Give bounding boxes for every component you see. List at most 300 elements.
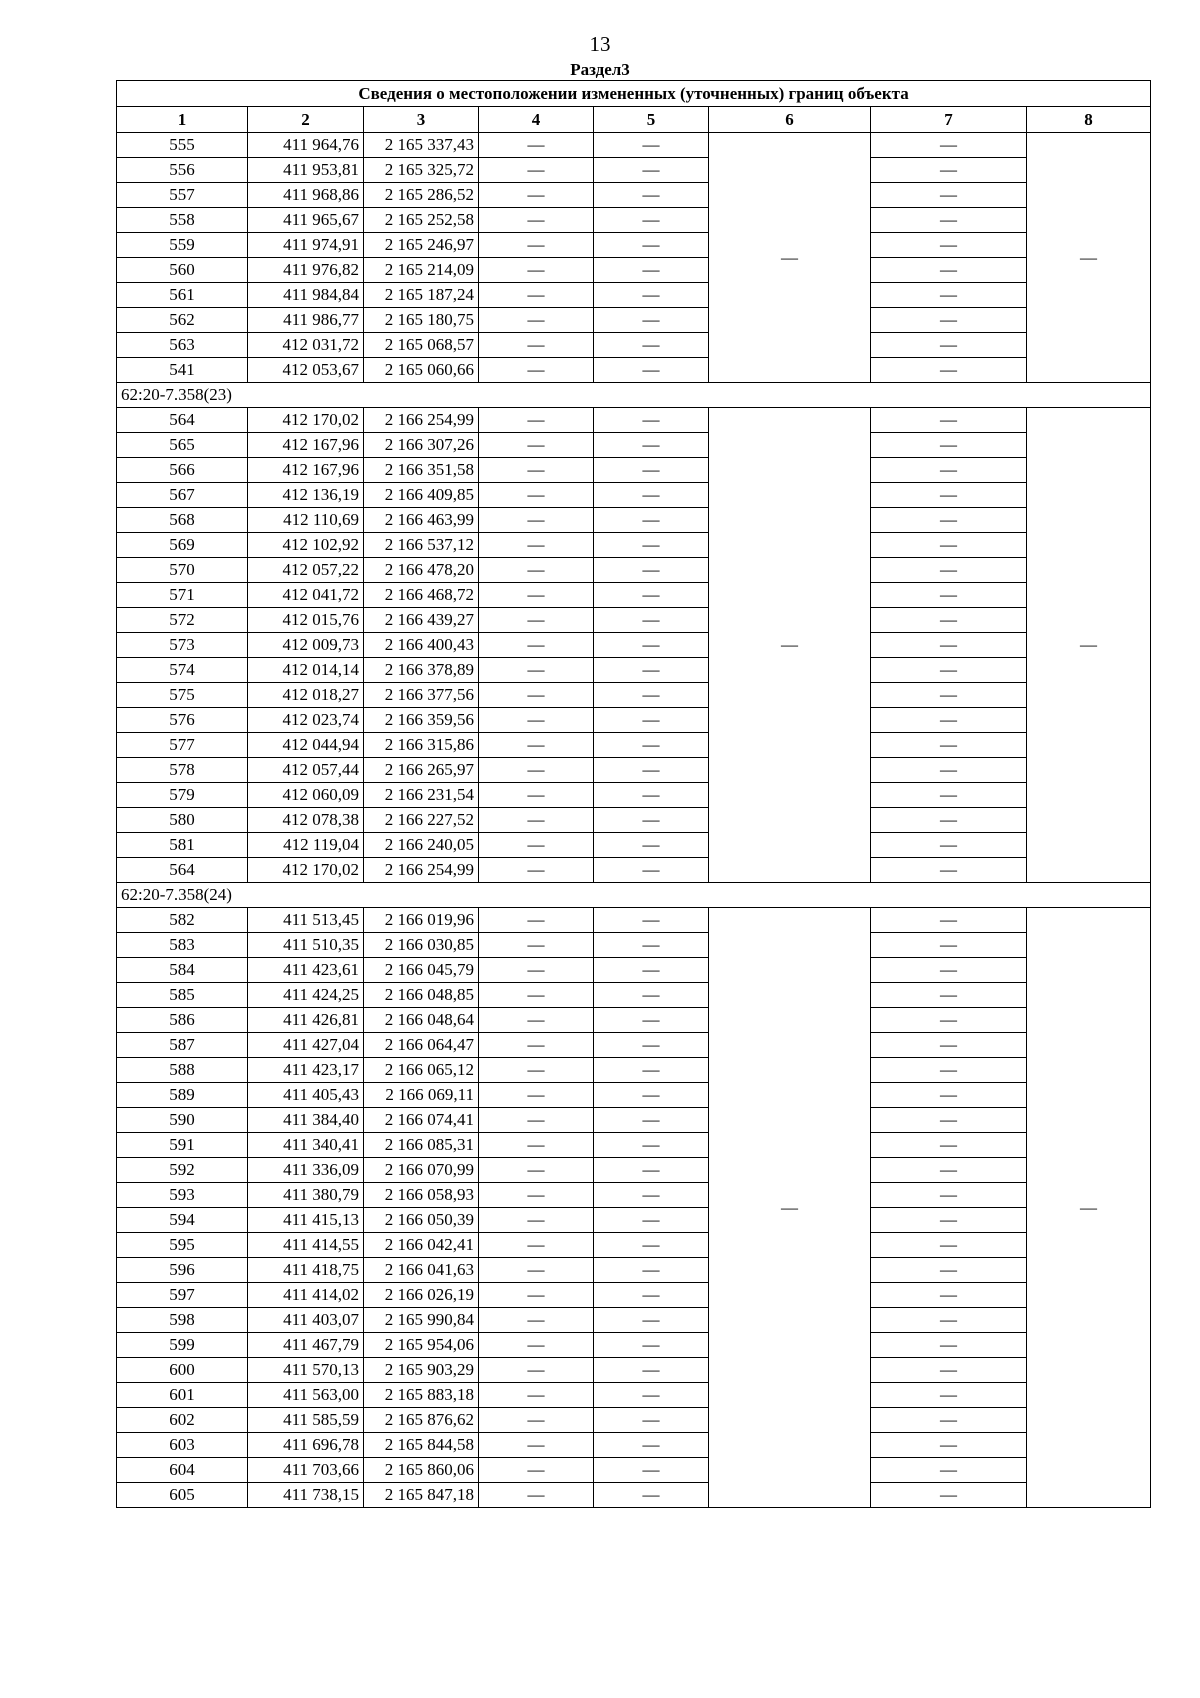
col7-dash-cell: — [871, 1183, 1027, 1208]
col4-dash-cell: — [479, 708, 594, 733]
section-title: Раздел3 [570, 60, 630, 79]
col4-dash-cell: — [479, 283, 594, 308]
x-coordinate-cell: 411 424,25 [248, 983, 364, 1008]
col7-dash-cell: — [871, 808, 1027, 833]
point-number-cell: 562 [117, 308, 248, 333]
point-number-cell: 557 [117, 183, 248, 208]
col4-dash-cell: — [479, 533, 594, 558]
col7-dash-cell: — [871, 233, 1027, 258]
point-number-cell: 591 [117, 1133, 248, 1158]
col4-dash-cell: — [479, 1458, 594, 1483]
y-coordinate-cell: 2 166 069,11 [364, 1083, 479, 1108]
table-row [117, 1008, 1151, 1033]
column-header: 5 [594, 107, 709, 133]
x-coordinate-cell: 412 053,67 [248, 358, 364, 383]
y-coordinate-cell: 2 165 883,18 [364, 1383, 479, 1408]
col7-dash-cell: — [871, 1133, 1027, 1158]
point-number-cell: 600 [117, 1358, 248, 1383]
point-number-cell: 594 [117, 1208, 248, 1233]
table-row [117, 933, 1151, 958]
col7-dash-cell: — [871, 183, 1027, 208]
col5-dash-cell: — [594, 933, 709, 958]
table-row [117, 508, 1151, 533]
point-number-cell: 585 [117, 983, 248, 1008]
col5-dash-cell: — [594, 1383, 709, 1408]
x-coordinate-cell: 412 167,96 [248, 433, 364, 458]
col4-dash-cell: — [479, 308, 594, 333]
table-row [117, 733, 1151, 758]
x-coordinate-cell: 411 513,45 [248, 908, 364, 933]
col7-dash-cell: — [871, 583, 1027, 608]
y-coordinate-cell: 2 165 060,66 [364, 358, 479, 383]
col4-dash-cell: — [479, 633, 594, 658]
col7-dash-cell: — [871, 433, 1027, 458]
table-row [117, 408, 1151, 433]
y-coordinate-cell: 2 166 227,52 [364, 808, 479, 833]
x-coordinate-cell: 411 414,55 [248, 1233, 364, 1258]
col7-dash-cell: — [871, 358, 1027, 383]
table-row [117, 633, 1151, 658]
table-row [117, 358, 1151, 383]
col7-dash-cell: — [871, 958, 1027, 983]
x-coordinate-cell: 412 167,96 [248, 458, 364, 483]
col7-dash-cell: — [871, 1033, 1027, 1058]
col4-dash-cell: — [479, 1308, 594, 1333]
table-row [117, 1133, 1151, 1158]
y-coordinate-cell: 2 166 254,99 [364, 858, 479, 883]
group-label: 62:20-7.358(24) [117, 883, 1151, 908]
col5-dash-cell: — [594, 558, 709, 583]
point-number-cell: 588 [117, 1058, 248, 1083]
point-number-cell: 586 [117, 1008, 248, 1033]
y-coordinate-cell: 2 166 265,97 [364, 758, 479, 783]
col5-dash-cell: — [594, 958, 709, 983]
col6-dash-merged-cell: — [709, 133, 871, 383]
col7-dash-cell: — [871, 608, 1027, 633]
col5-dash-cell: — [594, 1158, 709, 1183]
y-coordinate-cell: 2 166 378,89 [364, 658, 479, 683]
table-row [117, 1258, 1151, 1283]
col5-dash-cell: — [594, 708, 709, 733]
col4-dash-cell: — [479, 1083, 594, 1108]
point-number-cell: 568 [117, 508, 248, 533]
table-row [117, 758, 1151, 783]
table-row [117, 258, 1151, 283]
point-number-cell: 559 [117, 233, 248, 258]
col7-dash-cell: — [871, 1158, 1027, 1183]
col7-dash-cell: — [871, 833, 1027, 858]
x-coordinate-cell: 412 170,02 [248, 858, 364, 883]
x-coordinate-cell: 411 968,86 [248, 183, 364, 208]
col4-dash-cell: — [479, 558, 594, 583]
column-header: 3 [364, 107, 479, 133]
y-coordinate-cell: 2 166 359,56 [364, 708, 479, 733]
y-coordinate-cell: 2 166 439,27 [364, 608, 479, 633]
col4-dash-cell: — [479, 358, 594, 383]
col5-dash-cell: — [594, 1358, 709, 1383]
y-coordinate-cell: 2 166 026,19 [364, 1283, 479, 1308]
x-coordinate-cell: 411 984,84 [248, 283, 364, 308]
y-coordinate-cell: 2 166 377,56 [364, 683, 479, 708]
point-number-cell: 590 [117, 1108, 248, 1133]
x-coordinate-cell: 411 426,81 [248, 1008, 364, 1033]
point-number-cell: 565 [117, 433, 248, 458]
col5-dash-cell: — [594, 1283, 709, 1308]
col5-dash-cell: — [594, 283, 709, 308]
column-header: 2 [248, 107, 364, 133]
col4-dash-cell: — [479, 858, 594, 883]
table-row [117, 683, 1151, 708]
point-number-cell: 581 [117, 833, 248, 858]
col4-dash-cell: — [479, 458, 594, 483]
col4-dash-cell: — [479, 958, 594, 983]
point-number-cell: 584 [117, 958, 248, 983]
y-coordinate-cell: 2 165 325,72 [364, 158, 479, 183]
col5-dash-cell: — [594, 408, 709, 433]
point-number-cell: 602 [117, 1408, 248, 1433]
y-coordinate-cell: 2 165 068,57 [364, 333, 479, 358]
col7-dash-cell: — [871, 458, 1027, 483]
y-coordinate-cell: 2 166 468,72 [364, 583, 479, 608]
table-row [117, 858, 1151, 883]
col7-dash-cell: — [871, 408, 1027, 433]
col5-dash-cell: — [594, 183, 709, 208]
col5-dash-cell: — [594, 808, 709, 833]
col4-dash-cell: — [479, 808, 594, 833]
col7-dash-cell: — [871, 1108, 1027, 1133]
col8-dash-merged-cell: — [1027, 908, 1151, 1508]
column-header: 1 [117, 107, 248, 133]
table-row [117, 708, 1151, 733]
col4-dash-cell: — [479, 483, 594, 508]
x-coordinate-cell: 411 563,00 [248, 1383, 364, 1408]
y-coordinate-cell: 2 166 351,58 [364, 458, 479, 483]
x-coordinate-cell: 412 041,72 [248, 583, 364, 608]
y-coordinate-cell: 2 165 187,24 [364, 283, 479, 308]
y-coordinate-cell: 2 165 286,52 [364, 183, 479, 208]
point-number-cell: 597 [117, 1283, 248, 1308]
col5-dash-cell: — [594, 1208, 709, 1233]
point-number-cell: 574 [117, 658, 248, 683]
col4-dash-cell: — [479, 1358, 594, 1383]
column-header: 7 [871, 107, 1027, 133]
col5-dash-cell: — [594, 858, 709, 883]
col5-dash-cell: — [594, 1483, 709, 1508]
col4-dash-cell: — [479, 908, 594, 933]
col5-dash-cell: — [594, 508, 709, 533]
table-row [117, 1433, 1151, 1458]
x-coordinate-cell: 412 014,14 [248, 658, 364, 683]
table-row [117, 833, 1151, 858]
table-row [117, 608, 1151, 633]
x-coordinate-cell: 412 015,76 [248, 608, 364, 633]
col7-dash-cell: — [871, 1008, 1027, 1033]
x-coordinate-cell: 411 976,82 [248, 258, 364, 283]
table-row [117, 1483, 1151, 1508]
col5-dash-cell: — [594, 233, 709, 258]
point-number-cell: 556 [117, 158, 248, 183]
col4-dash-cell: — [479, 783, 594, 808]
y-coordinate-cell: 2 165 337,43 [364, 133, 479, 158]
point-number-cell: 587 [117, 1033, 248, 1058]
col5-dash-cell: — [594, 758, 709, 783]
col4-dash-cell: — [479, 208, 594, 233]
x-coordinate-cell: 411 510,35 [248, 933, 364, 958]
col4-dash-cell: — [479, 1283, 594, 1308]
col7-dash-cell: — [871, 558, 1027, 583]
y-coordinate-cell: 2 166 463,99 [364, 508, 479, 533]
table-row [117, 183, 1151, 208]
y-coordinate-cell: 2 166 315,86 [364, 733, 479, 758]
col5-dash-cell: — [594, 658, 709, 683]
x-coordinate-cell: 411 418,75 [248, 1258, 364, 1283]
point-number-cell: 599 [117, 1333, 248, 1358]
column-header: 6 [709, 107, 871, 133]
col7-dash-cell: — [871, 483, 1027, 508]
col4-dash-cell: — [479, 1408, 594, 1433]
point-number-cell: 589 [117, 1083, 248, 1108]
x-coordinate-cell: 411 965,67 [248, 208, 364, 233]
col4-dash-cell: — [479, 1333, 594, 1358]
col5-dash-cell: — [594, 458, 709, 483]
col4-dash-cell: — [479, 1058, 594, 1083]
col4-dash-cell: — [479, 1008, 594, 1033]
col5-dash-cell: — [594, 983, 709, 1008]
point-number-cell: 564 [117, 858, 248, 883]
col5-dash-cell: — [594, 358, 709, 383]
x-coordinate-cell: 411 423,61 [248, 958, 364, 983]
x-coordinate-cell: 411 380,79 [248, 1183, 364, 1208]
y-coordinate-cell: 2 166 048,64 [364, 1008, 479, 1033]
x-coordinate-cell: 411 423,17 [248, 1058, 364, 1083]
x-coordinate-cell: 412 057,44 [248, 758, 364, 783]
y-coordinate-cell: 2 166 070,99 [364, 1158, 479, 1183]
x-coordinate-cell: 411 964,76 [248, 133, 364, 158]
table-row [117, 308, 1151, 333]
y-coordinate-cell: 2 165 954,06 [364, 1333, 479, 1358]
point-number-cell: 541 [117, 358, 248, 383]
x-coordinate-cell: 411 405,43 [248, 1083, 364, 1108]
y-coordinate-cell: 2 166 240,05 [364, 833, 479, 858]
col4-dash-cell: — [479, 1383, 594, 1408]
table-row [117, 1108, 1151, 1133]
point-number-cell: 566 [117, 458, 248, 483]
x-coordinate-cell: 411 974,91 [248, 233, 364, 258]
x-coordinate-cell: 411 696,78 [248, 1433, 364, 1458]
group-header-row [117, 383, 1151, 408]
x-coordinate-cell: 411 738,15 [248, 1483, 364, 1508]
col5-dash-cell: — [594, 733, 709, 758]
point-number-cell: 583 [117, 933, 248, 958]
x-coordinate-cell: 412 119,04 [248, 833, 364, 858]
col5-dash-cell: — [594, 583, 709, 608]
point-number-cell: 560 [117, 258, 248, 283]
y-coordinate-cell: 2 165 844,58 [364, 1433, 479, 1458]
col5-dash-cell: — [594, 208, 709, 233]
x-coordinate-cell: 412 018,27 [248, 683, 364, 708]
col5-dash-cell: — [594, 1008, 709, 1033]
col5-dash-cell: — [594, 1433, 709, 1458]
col4-dash-cell: — [479, 433, 594, 458]
point-number-cell: 603 [117, 1433, 248, 1458]
col5-dash-cell: — [594, 158, 709, 183]
col4-dash-cell: — [479, 408, 594, 433]
table-row [117, 458, 1151, 483]
col5-dash-cell: — [594, 1233, 709, 1258]
point-number-cell: 593 [117, 1183, 248, 1208]
y-coordinate-cell: 2 166 478,20 [364, 558, 479, 583]
y-coordinate-cell: 2 166 409,85 [364, 483, 479, 508]
table-row [117, 908, 1151, 933]
x-coordinate-cell: 412 044,94 [248, 733, 364, 758]
col7-dash-cell: — [871, 1358, 1027, 1383]
table-row [117, 1408, 1151, 1433]
col4-dash-cell: — [479, 933, 594, 958]
point-number-cell: 558 [117, 208, 248, 233]
col7-dash-cell: — [871, 858, 1027, 883]
table-row [117, 283, 1151, 308]
col7-dash-cell: — [871, 658, 1027, 683]
table-row [117, 233, 1151, 258]
y-coordinate-cell: 2 165 246,97 [364, 233, 479, 258]
group-label: 62:20-7.358(23) [117, 383, 1151, 408]
col4-dash-cell: — [479, 333, 594, 358]
y-coordinate-cell: 2 166 064,47 [364, 1033, 479, 1058]
point-number-cell: 604 [117, 1458, 248, 1483]
y-coordinate-cell: 2 166 041,63 [364, 1258, 479, 1283]
col7-dash-cell: — [871, 683, 1027, 708]
col4-dash-cell: — [479, 1433, 594, 1458]
x-coordinate-cell: 411 953,81 [248, 158, 364, 183]
col7-dash-cell: — [871, 1283, 1027, 1308]
col4-dash-cell: — [479, 183, 594, 208]
col4-dash-cell: — [479, 1208, 594, 1233]
col5-dash-cell: — [594, 1033, 709, 1058]
x-coordinate-cell: 411 570,13 [248, 1358, 364, 1383]
col7-dash-cell: — [871, 308, 1027, 333]
table-row [117, 558, 1151, 583]
table-row [117, 583, 1151, 608]
col7-dash-cell: — [871, 633, 1027, 658]
col5-dash-cell: — [594, 1408, 709, 1433]
x-coordinate-cell: 412 023,74 [248, 708, 364, 733]
y-coordinate-cell: 2 165 876,62 [364, 1408, 479, 1433]
point-number-cell: 564 [117, 408, 248, 433]
x-coordinate-cell: 411 340,41 [248, 1133, 364, 1158]
x-coordinate-cell: 412 136,19 [248, 483, 364, 508]
y-coordinate-cell: 2 165 860,06 [364, 1458, 479, 1483]
col7-dash-cell: — [871, 933, 1027, 958]
col5-dash-cell: — [594, 1258, 709, 1283]
col4-dash-cell: — [479, 233, 594, 258]
col8-dash-merged-cell: — [1027, 133, 1151, 383]
point-number-cell: 563 [117, 333, 248, 358]
col6-dash-merged-cell: — [709, 908, 871, 1508]
table-row [117, 1158, 1151, 1183]
col7-dash-cell: — [871, 1258, 1027, 1283]
x-coordinate-cell: 411 336,09 [248, 1158, 364, 1183]
x-coordinate-cell: 412 170,02 [248, 408, 364, 433]
table-row [117, 533, 1151, 558]
table-row [117, 333, 1151, 358]
point-number-cell: 570 [117, 558, 248, 583]
col8-dash-merged-cell: — [1027, 408, 1151, 883]
col4-dash-cell: — [479, 1483, 594, 1508]
col5-dash-cell: — [594, 1058, 709, 1083]
col4-dash-cell: — [479, 1233, 594, 1258]
table-row [117, 1308, 1151, 1333]
point-number-cell: 582 [117, 908, 248, 933]
point-number-cell: 579 [117, 783, 248, 808]
point-number-cell: 595 [117, 1233, 248, 1258]
col4-dash-cell: — [479, 658, 594, 683]
col5-dash-cell: — [594, 1108, 709, 1133]
y-coordinate-cell: 2 165 847,18 [364, 1483, 479, 1508]
col4-dash-cell: — [479, 1133, 594, 1158]
col7-dash-cell: — [871, 1233, 1027, 1258]
table-row [117, 1183, 1151, 1208]
table-row [117, 433, 1151, 458]
point-number-cell: 592 [117, 1158, 248, 1183]
col4-dash-cell: — [479, 758, 594, 783]
y-coordinate-cell: 2 165 990,84 [364, 1308, 479, 1333]
col7-dash-cell: — [871, 533, 1027, 558]
y-coordinate-cell: 2 165 252,58 [364, 208, 479, 233]
x-coordinate-cell: 412 078,38 [248, 808, 364, 833]
point-number-cell: 601 [117, 1383, 248, 1408]
point-number-cell: 575 [117, 683, 248, 708]
col5-dash-cell: — [594, 783, 709, 808]
col4-dash-cell: — [479, 158, 594, 183]
table-body [117, 133, 1151, 1508]
x-coordinate-cell: 411 467,79 [248, 1333, 364, 1358]
table-caption: Сведения о местоположении измененных (уточненных) границ объекта [117, 81, 1151, 107]
x-coordinate-cell: 411 427,04 [248, 1033, 364, 1058]
y-coordinate-cell: 2 166 030,85 [364, 933, 479, 958]
col4-dash-cell: — [479, 508, 594, 533]
boundary-coordinates-table [116, 80, 1151, 1508]
x-coordinate-cell: 412 057,22 [248, 558, 364, 583]
col7-dash-cell: — [871, 783, 1027, 808]
col6-dash-merged-cell: — [709, 408, 871, 883]
col4-dash-cell: — [479, 983, 594, 1008]
x-coordinate-cell: 411 403,07 [248, 1308, 364, 1333]
y-coordinate-cell: 2 166 058,93 [364, 1183, 479, 1208]
col4-dash-cell: — [479, 1158, 594, 1183]
col7-dash-cell: — [871, 133, 1027, 158]
point-number-cell: 569 [117, 533, 248, 558]
point-number-cell: 567 [117, 483, 248, 508]
x-coordinate-cell: 412 102,92 [248, 533, 364, 558]
table-row [117, 783, 1151, 808]
col5-dash-cell: — [594, 1458, 709, 1483]
y-coordinate-cell: 2 165 180,75 [364, 308, 479, 333]
col4-dash-cell: — [479, 583, 594, 608]
point-number-cell: 572 [117, 608, 248, 633]
table-row [117, 958, 1151, 983]
x-coordinate-cell: 411 986,77 [248, 308, 364, 333]
y-coordinate-cell: 2 166 400,43 [364, 633, 479, 658]
col7-dash-cell: — [871, 283, 1027, 308]
y-coordinate-cell: 2 166 537,12 [364, 533, 479, 558]
page-number: 13 [589, 32, 611, 56]
col5-dash-cell: — [594, 258, 709, 283]
x-coordinate-cell: 412 031,72 [248, 333, 364, 358]
col5-dash-cell: — [594, 433, 709, 458]
col5-dash-cell: — [594, 1333, 709, 1358]
table-row [117, 658, 1151, 683]
table-row [117, 1083, 1151, 1108]
